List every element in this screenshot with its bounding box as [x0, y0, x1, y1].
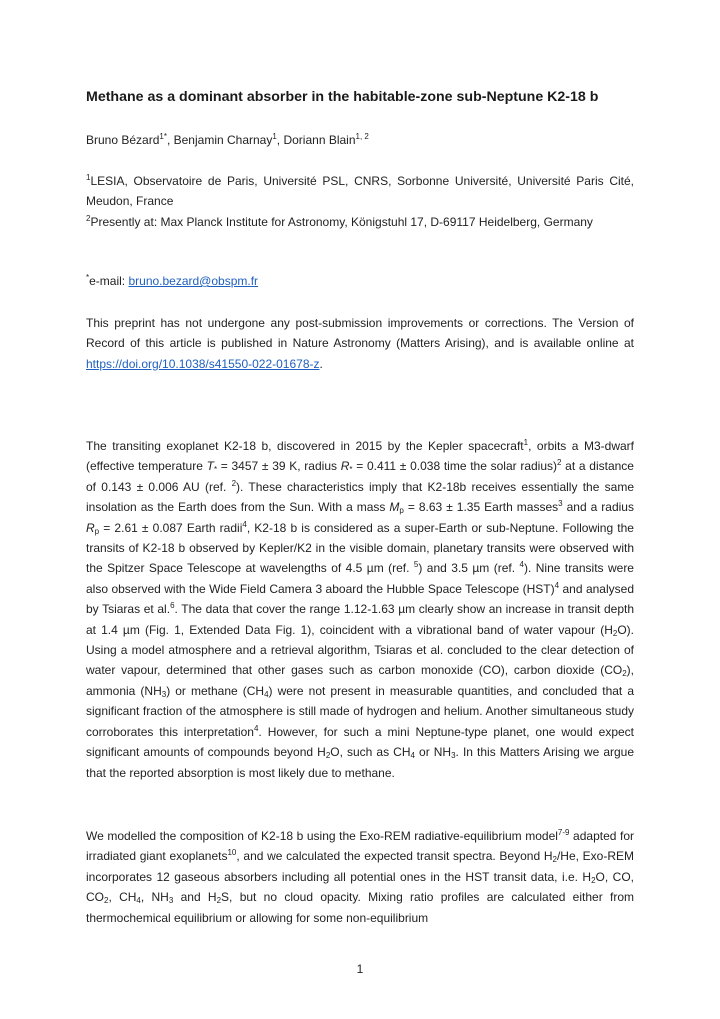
citation-sup: 7-9 [557, 828, 570, 837]
text-run: . The data that cover the range 1.12-1.63 µm clearly show an increase in transit depth at 1.4 µm (Fig. 1, Extended Data Fig. 1), coincident with a vibrational band of water vapour (H [86, 602, 634, 637]
author-name: Bruno Bézard [86, 133, 160, 147]
affiliation-1 [86, 171, 634, 211]
text-run: S, but no cloud opacity. Mixing ratio profiles are calculated either from thermochemical equilibrium or allowing for some non-equilibrium [86, 890, 634, 925]
subscript: * [213, 465, 218, 475]
subscript: 2 [216, 896, 222, 906]
text-run: , K2-18 b is considered as a super-Earth or sub-Neptune. Following the transits of K2-18 b observed by Kepler/K2 in the visible domain, planetary transits were observed with the Spitzer Space Telescope at wavelengths of 4.5 µm (ref. [86, 520, 634, 576]
text-run: and a radius [562, 500, 634, 515]
text-run: O, CO, CO [86, 869, 634, 905]
citation-sup: 4 [554, 580, 560, 590]
subscript: 2 [591, 875, 596, 885]
subscript: 3 [451, 751, 456, 761]
notice-text: This preprint has not undergone any post-submission improvements or corrections. The Version of Record of this article is published in Nature Astronomy (Matters Arising), and is available online at [86, 316, 634, 351]
text-run: = 3457 ± 39 K, radius [217, 459, 341, 474]
text-run: ) and 3.5 µm (ref. [418, 561, 520, 576]
subscript: 4 [264, 689, 269, 699]
body-paragraph-2 [86, 826, 634, 928]
citation-sup: 3 [558, 499, 563, 509]
affiliation-text: LESIA, Observatoire de Paris, Université PSL, CNRS, Sorbonne Université, Université Paris Cité, Meudon, France [86, 174, 634, 208]
text-run: , NH [140, 890, 169, 905]
subscript: 4 [410, 751, 415, 761]
text-run: , and we calculated the expected transit spectra. Beyond H [236, 849, 553, 864]
citation-sup: 1 [523, 438, 529, 447]
text-run: ). Nine transits were also observed with the Wide Field Camera 3 aboard the Hubble Space Telescope (HST) [86, 561, 634, 596]
text-run: . In this Matters Arising we argue that the reported absorption is most likely due to methane. [86, 745, 635, 780]
text-run: ) or methane (CH [166, 683, 265, 698]
symbol-teff: T [206, 459, 214, 474]
preprint-notice [86, 313, 634, 374]
text-run: The transiting exoplanet K2-18 b, discovered in 2015 by the Kepler spacecraft [86, 439, 524, 453]
citation-sup: 4 [242, 519, 247, 529]
text-run: ), ammonia (NH [86, 663, 634, 698]
author-name: Doriann Blain [283, 133, 356, 147]
email-link[interactable]: bruno.bezard@obspm.fr [128, 274, 259, 288]
subscript: p [399, 506, 404, 516]
text-run: at a distance of 0.143 ± 0.006 AU (ref. [86, 459, 634, 494]
text-run: . However, for such a mini Neptune-type planet, one would expect significant amounts of compounds beyond H [86, 724, 635, 760]
text-run: ). These characteristics imply that K2-18b receives essentially the same insolation as the Earth does from the Sun. With a mass [86, 479, 635, 515]
text-run: = 8.63 ± 1.35 Earth masses [403, 500, 559, 515]
subscript: 2 [612, 628, 618, 638]
subscript: 2 [622, 669, 627, 679]
author-separator: , [276, 133, 284, 147]
body-paragraph-1 [86, 436, 634, 783]
affiliation-marker: 2 [86, 214, 91, 223]
text-run: adapted for irradiated giant exoplanets [86, 829, 634, 864]
text-run: We modelled the composition of K2-18 b using the Exo-REM radiative-equilibrium model [86, 829, 558, 843]
email-label: e-mail: [89, 274, 129, 288]
text-run: /He, Exo-REM incorporates 12 gaseous absorbers including all potential ones in the HST transit data, i.e. H [86, 849, 634, 884]
subscript: 2 [325, 751, 331, 761]
affiliation-marker: 1 [86, 173, 91, 182]
subscript: 3 [161, 689, 167, 699]
author-affil-sup: 1, 2 [355, 132, 369, 141]
text-run: , orbits a M3-dwarf (effective temperature [86, 439, 634, 474]
text-run: = 2.61 ± 0.087 Earth radii [99, 520, 243, 535]
subscript: 4 [136, 896, 141, 906]
symbol-rp: R [86, 520, 95, 535]
author-affil-sup: 1* [159, 132, 167, 141]
text-run: , CH [108, 890, 137, 905]
paper-title: Methane as a dominant absorber in the habitable-zone sub-Neptune K2-18 b [86, 89, 599, 105]
symbol-rstar: R [340, 459, 350, 474]
subscript: p [94, 526, 100, 536]
citation-sup: 4 [253, 723, 259, 733]
author-affil-sup: 1 [272, 132, 277, 141]
text-run: O, such as CH [330, 745, 411, 760]
subscript: * [349, 465, 353, 475]
email-marker: * [86, 273, 90, 282]
text-run: ) were not present in measurable quantities, and concluded that a significant fraction of the atmosphere is still made of hydrogen and helium. Another simultaneous study corroborates this interpretation [86, 683, 635, 739]
author-name: Benjamin Charnay [173, 133, 273, 147]
citation-sup: 2 [557, 458, 562, 468]
contact-email [86, 274, 258, 288]
affiliation-2 [86, 212, 634, 232]
citation-sup: 5 [413, 560, 419, 570]
subscript: 2 [552, 855, 557, 865]
page-number: 1 [356, 962, 364, 976]
text-run: or NH [414, 745, 452, 760]
author-separator: , [166, 133, 174, 147]
text-run: and H [173, 890, 217, 905]
subscript: 2 [104, 896, 109, 906]
citation-sup: 2 [231, 478, 237, 488]
text-run: and analysed by Tsiaras et al. [86, 581, 634, 617]
citation-sup: 4 [519, 560, 524, 570]
text-run: O). Using a model atmosphere and a retrieval algorithm, Tsiaras et al. concluded to the clear detection of water vapour, determined that other gases such as carbon monoxide (CO), carbon dioxide (CO [86, 622, 634, 678]
subscript: 3 [168, 896, 174, 906]
citation-sup: 6 [170, 601, 175, 611]
citation-sup: 10 [227, 848, 237, 858]
text-run: = 0.411 ± 0.038 time the solar radius) [352, 459, 558, 474]
affiliation-text: Presently at: Max Planck Institute for Astronomy, Königstuhl 17, D-69117 Heidelberg, Germany [90, 215, 593, 229]
doi-link[interactable]: https://doi.org/10.1038/s41550-022-01678-z [86, 356, 320, 371]
author-list [86, 133, 369, 147]
notice-end: . [319, 356, 323, 371]
symbol-mp: M [389, 500, 400, 515]
